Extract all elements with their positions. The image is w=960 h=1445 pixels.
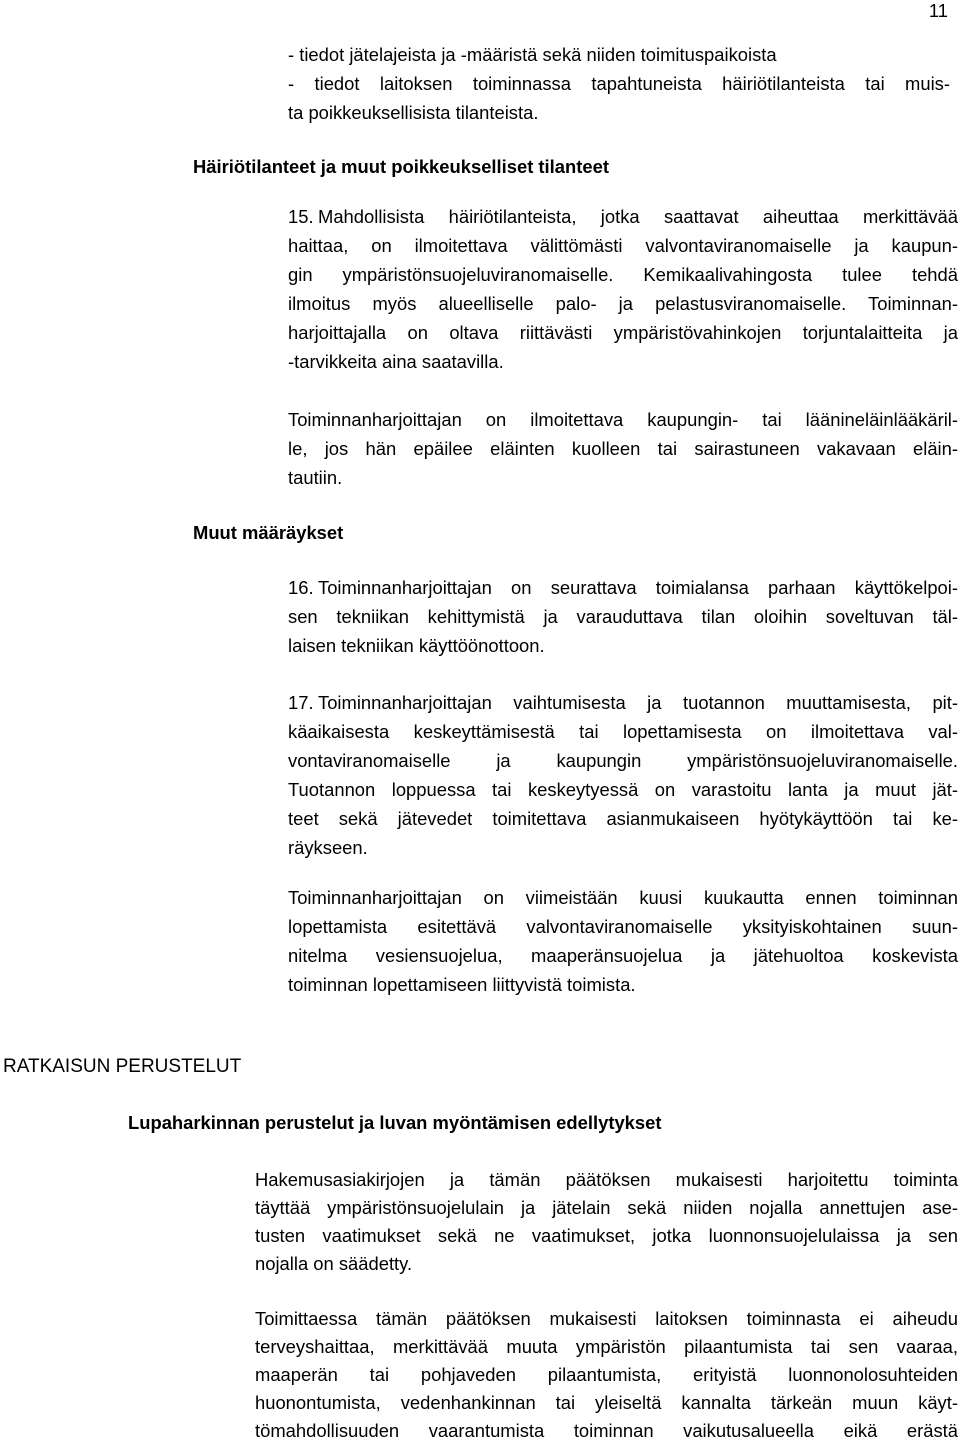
section-heading-disturbances: Häiriötilanteet ja muut poikkeukselliset tilanteet <box>193 156 609 177</box>
item-line: Toiminnanharjoittajan vaihtumisesta ja tuotannon muuttamisesta, pit- <box>318 692 958 713</box>
paragraph-line: nojalla on säädetty. <box>255 1253 413 1274</box>
paragraph-line: nitelma vesiensuojelua, maaperänsuojelua ja jätehuoltoa koskevista <box>288 945 958 966</box>
item-number: 17. <box>288 692 314 713</box>
paragraph-line: tautiin. <box>288 467 343 488</box>
item-line: -tarvikkeita aina saatavilla. <box>288 351 504 372</box>
item-line: Toiminnanharjoittajan on seurattava toimialansa parhaan käyttökelpoi- <box>318 577 958 598</box>
item-line: Mahdollisista häiriötilanteista, jotka saattavat aiheuttaa merkittävää <box>318 206 958 227</box>
item-line: harjoittajalla on oltava riittävästi ympäristövahinkojen torjuntalaitteita ja <box>288 322 958 343</box>
paragraph-line: Toimittaessa tämän päätöksen mukaisesti laitoksen toiminnasta ei aiheudu <box>255 1308 958 1329</box>
paragraph-line: terveyshaittaa, merkittävää muuta ympäristön pilaantumista tai sen vaaraa, <box>255 1336 958 1357</box>
paragraph-line: tusten vaatimukset sekä ne vaatimukset, jotka luonnonsuojelulaissa ja sen <box>255 1225 958 1246</box>
section-heading-other: Muut määräykset <box>193 522 344 543</box>
item-line: haittaa, on ilmoitettava välittömästi valvontaviranomaiselle ja kaupun- <box>288 235 958 256</box>
item-line: räykseen. <box>288 837 368 858</box>
chapter-heading-rationale: RATKAISUN PERUSTELUT <box>3 1056 242 1077</box>
item-line: Tuotannon loppuessa tai keskeytyessä on varastoitu lanta ja muut jät- <box>288 779 958 800</box>
paragraph-line: maaperän tai pohjaveden pilaantumista, erityistä luonnonolosuhteiden <box>255 1364 958 1385</box>
item-line: gin ympäristönsuojeluviranomaiselle. Kemikaalivahingosta tulee tehdä <box>288 264 958 285</box>
item-line: vontaviranomaiselle ja kaupungin ympäristönsuojeluviranomaiselle. <box>288 750 958 771</box>
item-number: 16. <box>288 577 314 598</box>
item-line: käaikaisesta keskeyttämisestä tai lopettamisesta on ilmoitettava val- <box>288 721 958 742</box>
paragraph-line: toiminnan lopettamiseen liittyvistä toimista. <box>288 974 636 995</box>
paragraph-line: Toiminnanharjoittajan on ilmoitettava kaupungin- tai lääninеläinlääkäril- <box>288 409 958 430</box>
paragraph-line: Toiminnanharjoittajan on viimeistään kuusi kuukautta ennen toiminnan <box>288 887 958 908</box>
paragraph-line: le, jos hän epäilee eläinten kuolleen tai sairastuneen vakavaan eläin- <box>288 438 958 459</box>
paragraph-line: täyttää ympäristönsuojelulain ja jätelain sekä niiden nojalla annettujen ase- <box>255 1197 958 1218</box>
page-number: 11 <box>928 0 948 21</box>
item-line: teet sekä jätevedet toimitettava asianmukaiseen hyötykäyttöön tai ke- <box>288 808 958 829</box>
paragraph-line: lopettamista esitettävä valvontaviranomaiselle yksityiskohtainen suun- <box>288 916 958 937</box>
item-number: 15. <box>288 206 314 227</box>
item-line: sen tekniikan kehittymistä ja varauduttava tilan oloihin soveltuvan täl- <box>288 606 958 627</box>
item-line: laisen tekniikan käyttöönottoon. <box>288 635 545 656</box>
list-item: - tiedot laitoksen toiminnassa tapahtuneista häiriötilanteista tai muis- <box>288 73 950 94</box>
paragraph-line: tömahdollisuuden vaarantumista toiminnan vaikutusalueella eikä erästä <box>255 1420 958 1441</box>
list-item: ta poikkeuksellisista tilanteista. <box>288 102 539 123</box>
paragraph-line: huonontumista, vedenhankinnan tai yleiseltä kannalta tärkeän muun käyt- <box>255 1392 958 1413</box>
paragraph-line: Hakemusasiakirjojen ja tämän päätöksen mukaisesti harjoitettu toiminta <box>255 1169 958 1190</box>
subheading-permit-grounds: Lupaharkinnan perustelut ja luvan myöntämisen edellytykset <box>128 1112 662 1133</box>
item-line: ilmoitus myös alueelliselle palo- ja pelastusviranomaiselle. Toiminnan- <box>288 293 958 314</box>
list-item: - tiedot jätelajeista ja -määristä sekä niiden toimituspaikoista <box>288 44 777 65</box>
